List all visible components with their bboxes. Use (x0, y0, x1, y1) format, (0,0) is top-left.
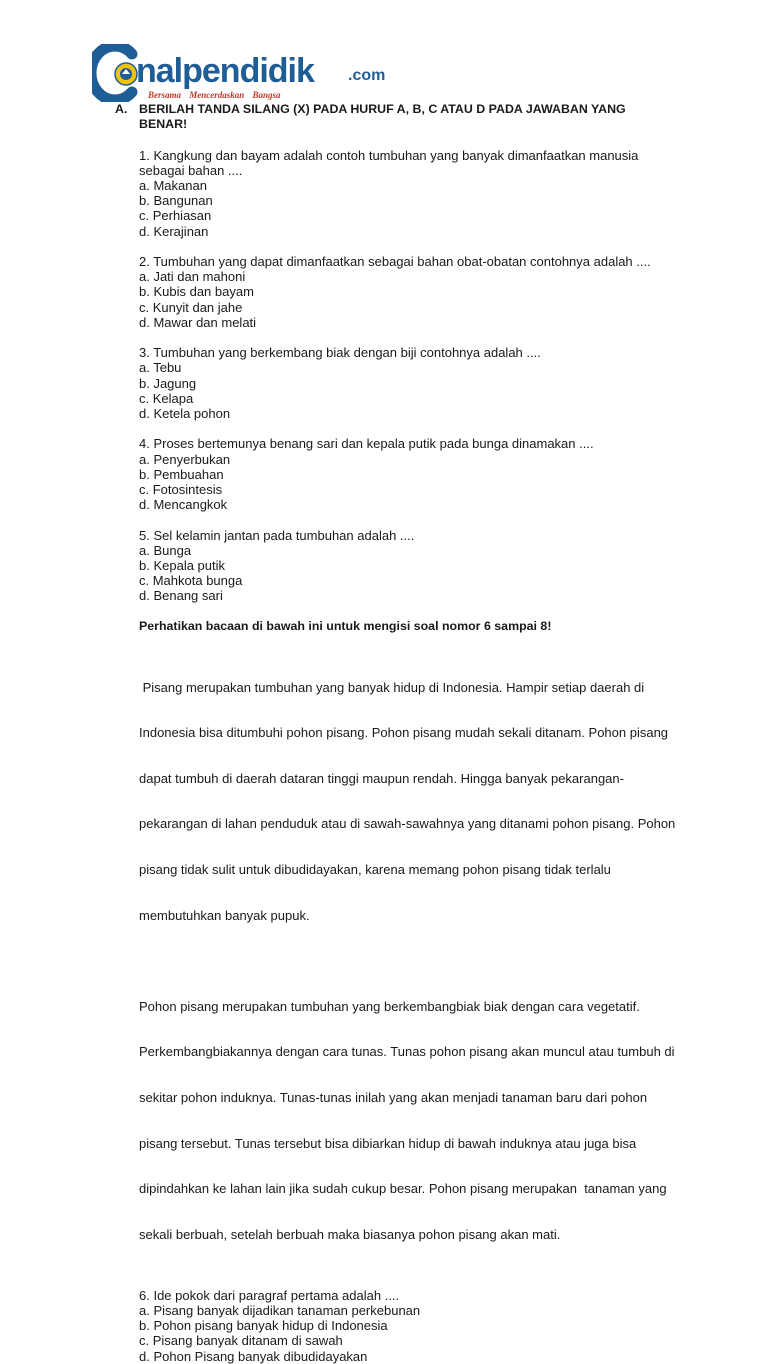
answer-option-b: b. Jagung (139, 375, 197, 391)
question-text: 1. Kangkung dan bayam adalah contoh tumbuhan yang banyak dimanfaatkan manusia (139, 147, 639, 163)
reading-paragraph-1 (139, 649, 679, 953)
worksheet-body (115, 102, 679, 1364)
logo-tagline-word: Mencerdaskan (189, 90, 245, 100)
question-text: 3. Tumbuhan yang berkembang biak dengan biji contohnya adalah .... (139, 345, 541, 361)
answer-option-a: a. Jati dan mahoni (139, 269, 246, 285)
section-heading (115, 102, 679, 132)
paragraph-line: sekitar pohon induknya. Tunas-tunas inilah yang akan menjadi tanaman baru dari pohon (139, 1090, 648, 1106)
answer-option-c: c. Kunyit dan jahe (139, 299, 243, 315)
question-2 (139, 254, 679, 330)
paragraph-line: sekali berbuah, setelah berbuah maka biasanya pohon pisang akan mati. (139, 1226, 561, 1242)
answer-option-a: a. Bunga (139, 542, 192, 558)
answer-option-a: a. Pisang banyak dijadikan tanaman perkebunan (139, 1302, 421, 1318)
answer-option-a: a. Penyerbukan (139, 451, 231, 467)
education-emblem-icon (114, 62, 138, 86)
question-5 (139, 528, 679, 604)
answer-option-c: c. Fotosintesis (139, 482, 223, 498)
logo-tagline-word: Bangsa (252, 90, 281, 100)
logo-tagline (148, 90, 287, 100)
reading-instruction: Perhatikan bacaan di bawah ini untuk mengisi soal nomor 6 sampai 8! (139, 618, 552, 633)
answer-option-b: b. Bangunan (139, 193, 213, 209)
answer-option-d: d. Benang sari (139, 588, 223, 604)
section-title-line: BERILAH TANDA SILANG (X) PADA HURUF A, B, C ATAU D PADA JAWABAN YANG (139, 102, 626, 116)
answer-option-b: b. Kubis dan bayam (139, 284, 254, 300)
question-3 (139, 345, 679, 421)
answer-option-c: c. Pisang banyak ditanam di sawah (139, 1333, 343, 1349)
answer-option-a: a. Makanan (139, 178, 207, 193)
paragraph-line: Indonesia bisa ditumbuhi pohon pisang. Pohon pisang mudah sekali ditanam. Pohon pisang (139, 725, 669, 741)
question-text: 5. Sel kelamin jantan pada tumbuhan adalah .... (139, 527, 415, 543)
question-1 (139, 148, 679, 239)
paragraph-line: pekarangan di lahan penduduk atau di sawah-sawahnya yang ditanami pohon pisang. Pohon (139, 816, 676, 832)
paragraph-line: dapat tumbuh di daerah dataran tinggi maupun rendah. Hingga banyak pekarangan- (139, 770, 624, 786)
section-marker: A. (115, 102, 128, 116)
logo-tagline-word: Bersama (148, 90, 182, 100)
answer-option-c: c. Mahkota bunga (139, 573, 243, 589)
answer-option-d: d. Mawar dan melati (139, 314, 257, 330)
answer-option-d: d. Pohon Pisang banyak dibudidayakan (139, 1348, 368, 1364)
question-6 (139, 1288, 679, 1364)
question-text: 4. Proses bertemunya benang sari dan kepala putik pada bunga dinamakan .... (139, 436, 594, 452)
site-logo (92, 40, 392, 106)
paragraph-line: Perkembangbiakannya dengan cara tunas. Tunas pohon pisang akan muncul atau tumbuh di (139, 1044, 675, 1060)
answer-option-b: b. Kepala putik (139, 558, 226, 574)
answer-option-d: d. Kerajinan (139, 223, 209, 239)
answer-option-b: b. Pembuahan (139, 466, 224, 482)
logo-brand-text: nalpendidik (136, 52, 314, 90)
reading-paragraph-2 (139, 968, 679, 1272)
answer-option-d: d. Ketela pohon (139, 406, 231, 422)
section-title-line: BENAR! (139, 117, 188, 132)
paragraph-line: Pohon pisang merupakan tumbuhan yang berkembangbiak biak dengan cara vegetatif. (139, 998, 640, 1014)
question-text: 2. Tumbuhan yang dapat dimanfaatkan sebagai bahan obat-obatan contohnya adalah .... (139, 254, 651, 269)
paragraph-line: dipindahkan ke lahan lain jika sudah cukup besar. Pohon pisang merupakan tanaman yang (139, 1181, 667, 1197)
paragraph-line: pisang tersebut. Tunas tersebut bisa dibiarkan hidup di bawah induknya atau juga bisa (139, 1135, 637, 1151)
paragraph-line: Pisang merupakan tumbuhan yang banyak hidup di Indonesia. Hampir setiap daerah di (139, 679, 645, 695)
question-4 (139, 436, 679, 512)
paragraph-line: membutuhkan banyak pupuk. (139, 907, 310, 923)
answer-option-c: c. Kelapa (139, 390, 194, 406)
answer-option-c: c. Perhiasan (139, 208, 212, 224)
answer-option-a: a. Tebu (139, 360, 182, 376)
question-text: 6. Ide pokok dari paragraf pertama adalah .... (139, 1287, 400, 1303)
logo-domain-suffix: .com (348, 67, 386, 84)
answer-option-b: b. Pohon pisang banyak hidup di Indonesia (139, 1318, 388, 1334)
question-text: sebagai bahan .... (139, 162, 243, 178)
answer-option-d: d. Mencangkok (139, 497, 228, 513)
paragraph-line: pisang tidak sulit untuk dibudidayakan, karena memang pohon pisang tidak terlalu (139, 862, 611, 878)
